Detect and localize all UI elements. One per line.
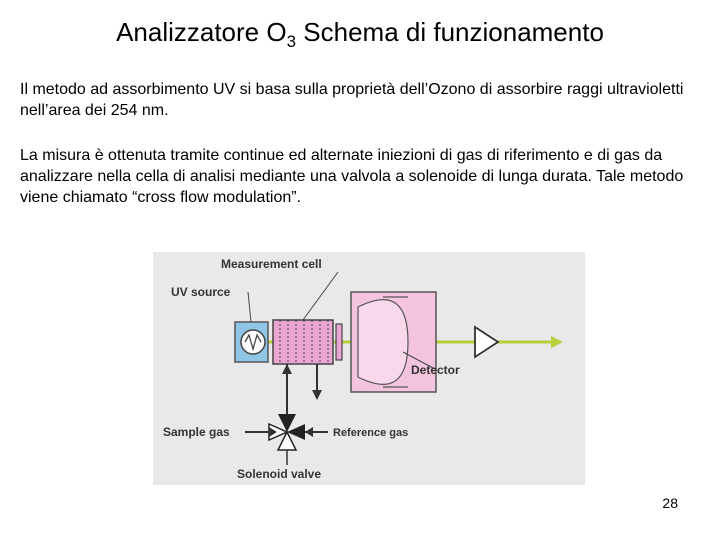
- label-detector: Detector: [411, 363, 460, 377]
- detector-lens: [358, 300, 408, 385]
- slide-title: [0, 14, 720, 60]
- title-rest: Schema di funzionamento: [296, 17, 604, 47]
- paragraph-cross-flow: La misura è ottenuta tramite continue ed alternate iniezioni di gas di riferimento e di gas da analizzare nella cella di analisi mediante una valvola a solenoide di lunga durata. Tale metodo viene chiamato “cross flow modulation”.: [20, 147, 684, 206]
- label-solenoid-valve: Solenoid valve: [237, 467, 322, 481]
- label-sample-gas: Sample gas: [163, 425, 230, 439]
- label-measurement-cell: Measurement cell: [221, 257, 322, 271]
- title-main: Analizzatore O: [116, 17, 287, 47]
- page-number: 28: [662, 495, 678, 511]
- cell-window: [336, 324, 342, 360]
- label-reference-gas: Reference gas: [333, 427, 409, 439]
- label-uv-source: UV source: [171, 285, 231, 299]
- analyzer-diagram: [153, 252, 585, 485]
- title-subscript: 3: [286, 32, 297, 51]
- paragraph-uv-method: Il metodo ad assorbimento UV si basa sulla proprietà dell’Ozono di assorbire raggi ultravioletti nell’area dei 254 nm.: [20, 81, 684, 119]
- measurement-cell: [273, 320, 333, 364]
